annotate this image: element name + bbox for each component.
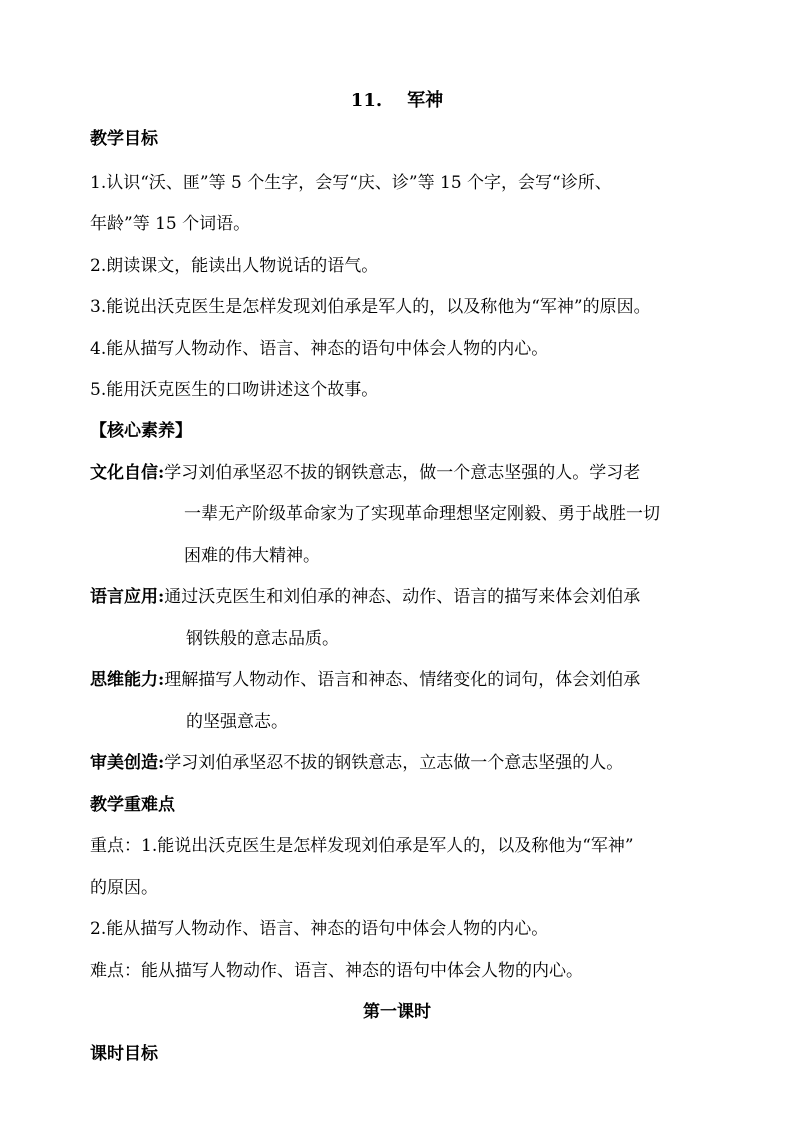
literacy-text: 通过沃克医生和刘伯承的神态、动作、语言的描写来体会刘伯承 xyxy=(164,587,641,607)
objective-line: 5.能用沃克医生的口吻讲述这个故事。 xyxy=(90,380,379,400)
lesson-subheading: 课时目标 xyxy=(90,1044,158,1064)
literacy-item xyxy=(90,463,640,483)
literacy-item xyxy=(90,753,623,773)
objective-line: 年龄”等 15 个词语。 xyxy=(90,214,251,234)
objective-line: 1.认识“沃、匪”等 5 个生字，会写“庆、诊”等 15 个字，会写“诊所、 xyxy=(90,173,612,193)
key-point-line: 难点：能从描写人物动作、语言、神态的语句中体会人物的内心。 xyxy=(90,961,583,981)
objective-line: 2.朗读课文，能读出人物说话的语气。 xyxy=(90,256,379,276)
literacy-text: 困难的伟大精神。 xyxy=(184,546,320,566)
key-point-line: 的原因。 xyxy=(90,878,158,898)
literacy-item xyxy=(90,587,640,607)
objective-line: 4.能从描写人物动作、语言、神态的语句中体会人物的内心。 xyxy=(90,339,549,359)
literacy-label: 语言应用: xyxy=(90,587,165,607)
objectives-heading: 教学目标 xyxy=(90,129,158,149)
literacy-item xyxy=(90,670,640,690)
literacy-label: 思维能力: xyxy=(90,670,165,690)
lesson-heading: 第一课时 xyxy=(363,1002,431,1022)
literacy-text: 学习刘伯承坚忍不拔的钢铁意志，做一个意志坚强的人。学习老 xyxy=(164,463,641,483)
literacy-text: 学习刘伯承坚忍不拔的钢铁意志，立志做一个意志坚强的人。 xyxy=(164,753,624,773)
literacy-label: 审美创造: xyxy=(90,753,165,773)
key-point-line: 重点：1.能说出沃克医生是怎样发现刘伯承是军人的，以及称他为“军神” xyxy=(90,836,634,856)
literacy-text: 一辈无产阶级革命家为了实现革命理想坚定刚毅、勇于战胜一切 xyxy=(184,504,660,524)
literacy-label: 文化自信: xyxy=(90,463,165,483)
literacy-heading: 【核心素养】 xyxy=(90,421,192,441)
objective-line: 3.能说出沃克医生是怎样发现刘伯承是军人的，以及称他为“军神”的原因。 xyxy=(90,297,651,317)
literacy-text: 的坚强意志。 xyxy=(186,712,288,732)
page-title: 11. 军神 xyxy=(350,90,444,111)
key-points-heading: 教学重难点 xyxy=(90,795,175,815)
key-point-line: 2.能从描写人物动作、语言、神态的语句中体会人物的内心。 xyxy=(90,919,549,939)
literacy-text: 钢铁般的意志品质。 xyxy=(186,629,339,649)
literacy-text: 理解描写人物动作、语言和神态、情绪变化的词句，体会刘伯承 xyxy=(164,670,641,690)
